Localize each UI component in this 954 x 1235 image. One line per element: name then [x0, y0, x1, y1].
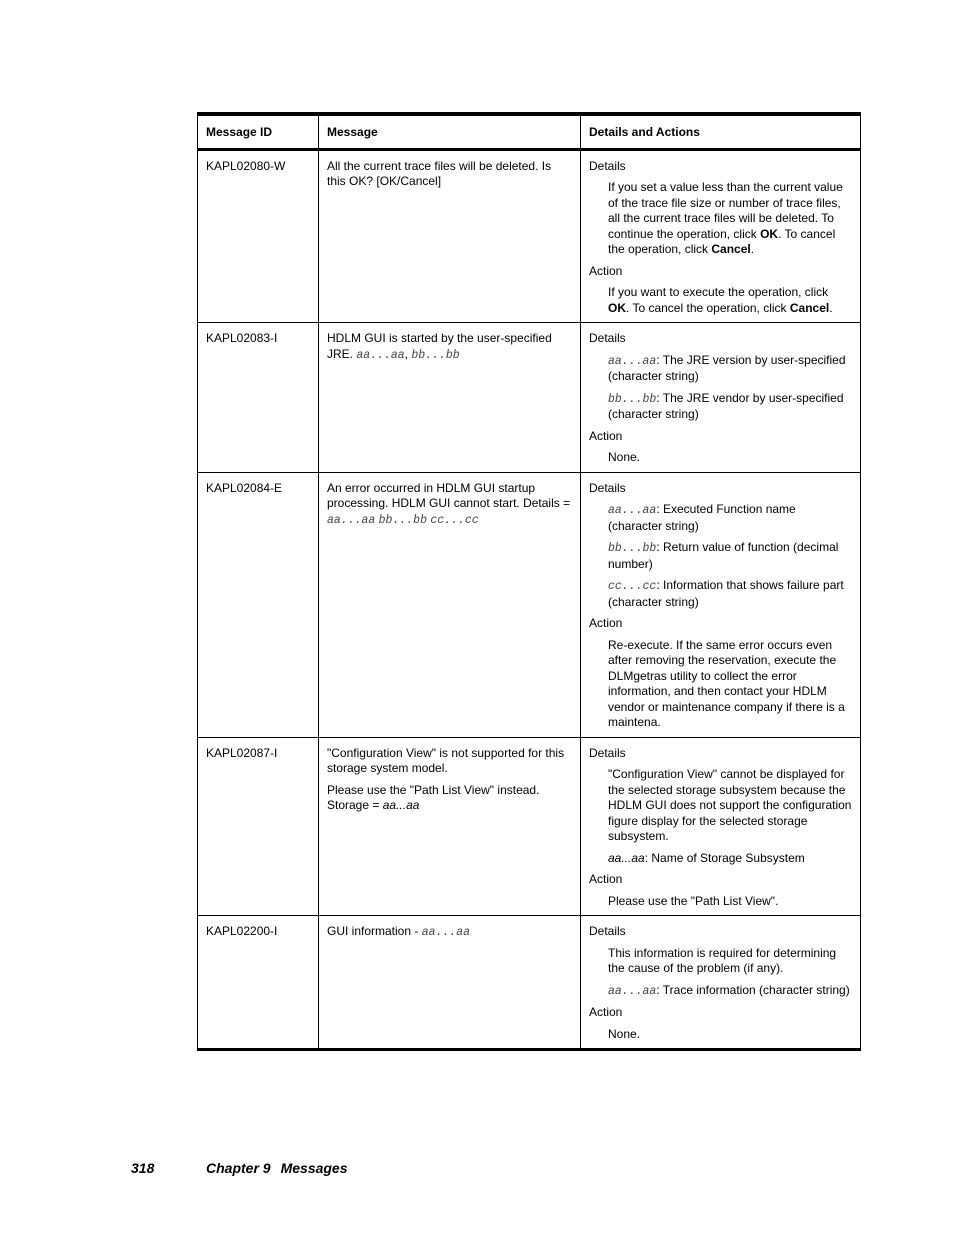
text-run: bb...bb [378, 513, 427, 527]
details-paragraph [608, 540, 852, 572]
details-actions-cell [581, 323, 861, 473]
page-number: 318 [131, 1160, 155, 1176]
text-run: HDLM GUI is started by the user-specified JRE. [327, 331, 552, 361]
text-run: OK [608, 300, 626, 315]
text-run: : Trace information (character string) [656, 982, 850, 997]
text-run: Please use the "Path List View" instead. Storage = [327, 782, 540, 812]
details-paragraph [608, 180, 852, 258]
text-run: GUI information - [327, 924, 422, 938]
text-run: . To cancel the operation, click [608, 226, 836, 256]
action-label: Action [589, 616, 623, 630]
action-paragraph [608, 1027, 852, 1043]
message-id-cell: KAPL02080-W [198, 149, 319, 323]
text-run: : The JRE version by user-specified (character string) [608, 352, 846, 383]
details-paragraph [608, 946, 852, 977]
section-label: Messages [280, 1160, 348, 1176]
text-run: None. [608, 1026, 641, 1041]
text-run: None. [608, 450, 641, 464]
text-run: , [404, 346, 412, 361]
text-run: bb...bb [608, 542, 657, 555]
details-label: Details [589, 158, 626, 173]
message-paragraph [327, 924, 572, 941]
details-paragraph [608, 578, 852, 610]
text-run: aa...aa [608, 984, 657, 998]
header-message-id: Message ID [198, 114, 319, 149]
details-paragraph [608, 502, 852, 534]
text-run: : Executed Function name (character string) [608, 502, 796, 533]
table-row [198, 472, 861, 737]
message-paragraph [327, 331, 572, 363]
text-run: "Configuration View" is not supported for this storage system model. [327, 745, 565, 775]
text-run: aa...aa [382, 798, 420, 812]
text-run: An error occurred in HDLM GUI startup processing. HDLM GUI cannot start. Details = [327, 480, 571, 510]
details-paragraph [608, 391, 852, 423]
action-paragraph [608, 285, 852, 316]
text-run: aa...aa [608, 504, 657, 517]
text-run: aa...aa [608, 354, 657, 368]
table-body [198, 149, 861, 1050]
message-cell [319, 472, 581, 737]
text-run: . [750, 242, 755, 256]
table-row [198, 737, 861, 916]
text-run: : The JRE vendor by user-specified (character string) [608, 390, 844, 421]
text-run: "Configuration View" cannot be displayed for the selected storage subsystem because the HDLM GUI does not support the configuration figure display for the selected storage subsystem. [608, 767, 852, 843]
action-label: Action [589, 872, 623, 886]
text-run: Please use the "Path List View". [608, 893, 779, 908]
details-paragraph [608, 983, 852, 1000]
message-paragraph [327, 746, 572, 777]
text-run: aa...aa [421, 926, 471, 939]
text-run: aa...aa [356, 348, 405, 362]
text-run: Cancel [711, 242, 751, 256]
message-id-cell: KAPL02087-I [198, 737, 319, 916]
message-id-cell: KAPL02200-I [198, 916, 319, 1050]
text-run: : Name of Storage Subsystem [644, 850, 805, 865]
text-run: . To cancel the operation, click [626, 300, 790, 315]
text-run: aa...aa [608, 850, 645, 865]
text-run: Re-execute. If the same error occurs even after removing the reservation, execute the DLMgetras utility to collect the error information, and then contact your HDLM vendor or maintenance company if there is a maintena. [608, 637, 845, 729]
table-row [198, 323, 861, 473]
message-id-cell: KAPL02083-I [198, 323, 319, 473]
header-message: Message [319, 114, 581, 149]
text-run: bb...bb [608, 392, 657, 406]
text-run: aa...aa [327, 513, 376, 527]
details-actions-cell [581, 472, 861, 737]
action-label: Action [589, 263, 623, 278]
message-id-cell: KAPL02084-E [198, 472, 319, 737]
text-run: All the current trace files will be deleted. Is this OK? [OK/Cancel] [327, 158, 552, 188]
action-paragraph [608, 894, 852, 910]
text-run: cc...cc [608, 580, 657, 593]
message-cell [319, 149, 581, 323]
details-paragraph [608, 767, 852, 845]
action-paragraph [608, 638, 852, 731]
message-cell [319, 737, 581, 916]
details-label: Details [589, 480, 626, 495]
details-label: Details [589, 331, 626, 345]
text-run: This information is required for determining the cause of the problem (if any). [608, 945, 837, 975]
details-paragraph [608, 851, 852, 867]
message-paragraph [327, 159, 572, 190]
action-label: Action [589, 1005, 623, 1019]
details-actions-cell [581, 916, 861, 1050]
header-details-actions: Details and Actions [581, 114, 861, 149]
text-run: Cancel [789, 300, 830, 315]
details-paragraph [608, 353, 852, 385]
action-label: Action [589, 428, 623, 443]
text-run: : Information that shows failure part (character string) [608, 578, 844, 609]
details-actions-cell [581, 149, 861, 323]
text-run: If you set a value less than the current value of the trace file size or number of trace files, all the current trace files will be deleted. To continue the operation, click [608, 180, 843, 241]
message-cell [319, 916, 581, 1050]
details-label: Details [589, 745, 626, 760]
message-paragraph [327, 783, 572, 814]
message-paragraph [327, 481, 572, 529]
details-label: Details [589, 924, 626, 938]
text-run: . [829, 300, 833, 315]
text-run: If you want to execute the operation, click [608, 285, 829, 299]
chapter-label: Chapter 9 [206, 1160, 271, 1176]
action-paragraph [608, 450, 852, 466]
table-row [198, 149, 861, 323]
table-header [198, 114, 861, 149]
text-run: : Return value of function (decimal number) [608, 540, 839, 571]
messages-table [197, 112, 861, 1051]
text-run: bb...bb [411, 348, 460, 362]
table-row [198, 916, 861, 1050]
text-run: OK [760, 226, 779, 241]
message-cell [319, 323, 581, 473]
text-run: cc...cc [430, 513, 479, 527]
details-actions-cell [581, 737, 861, 916]
page-footer [131, 1160, 348, 1176]
